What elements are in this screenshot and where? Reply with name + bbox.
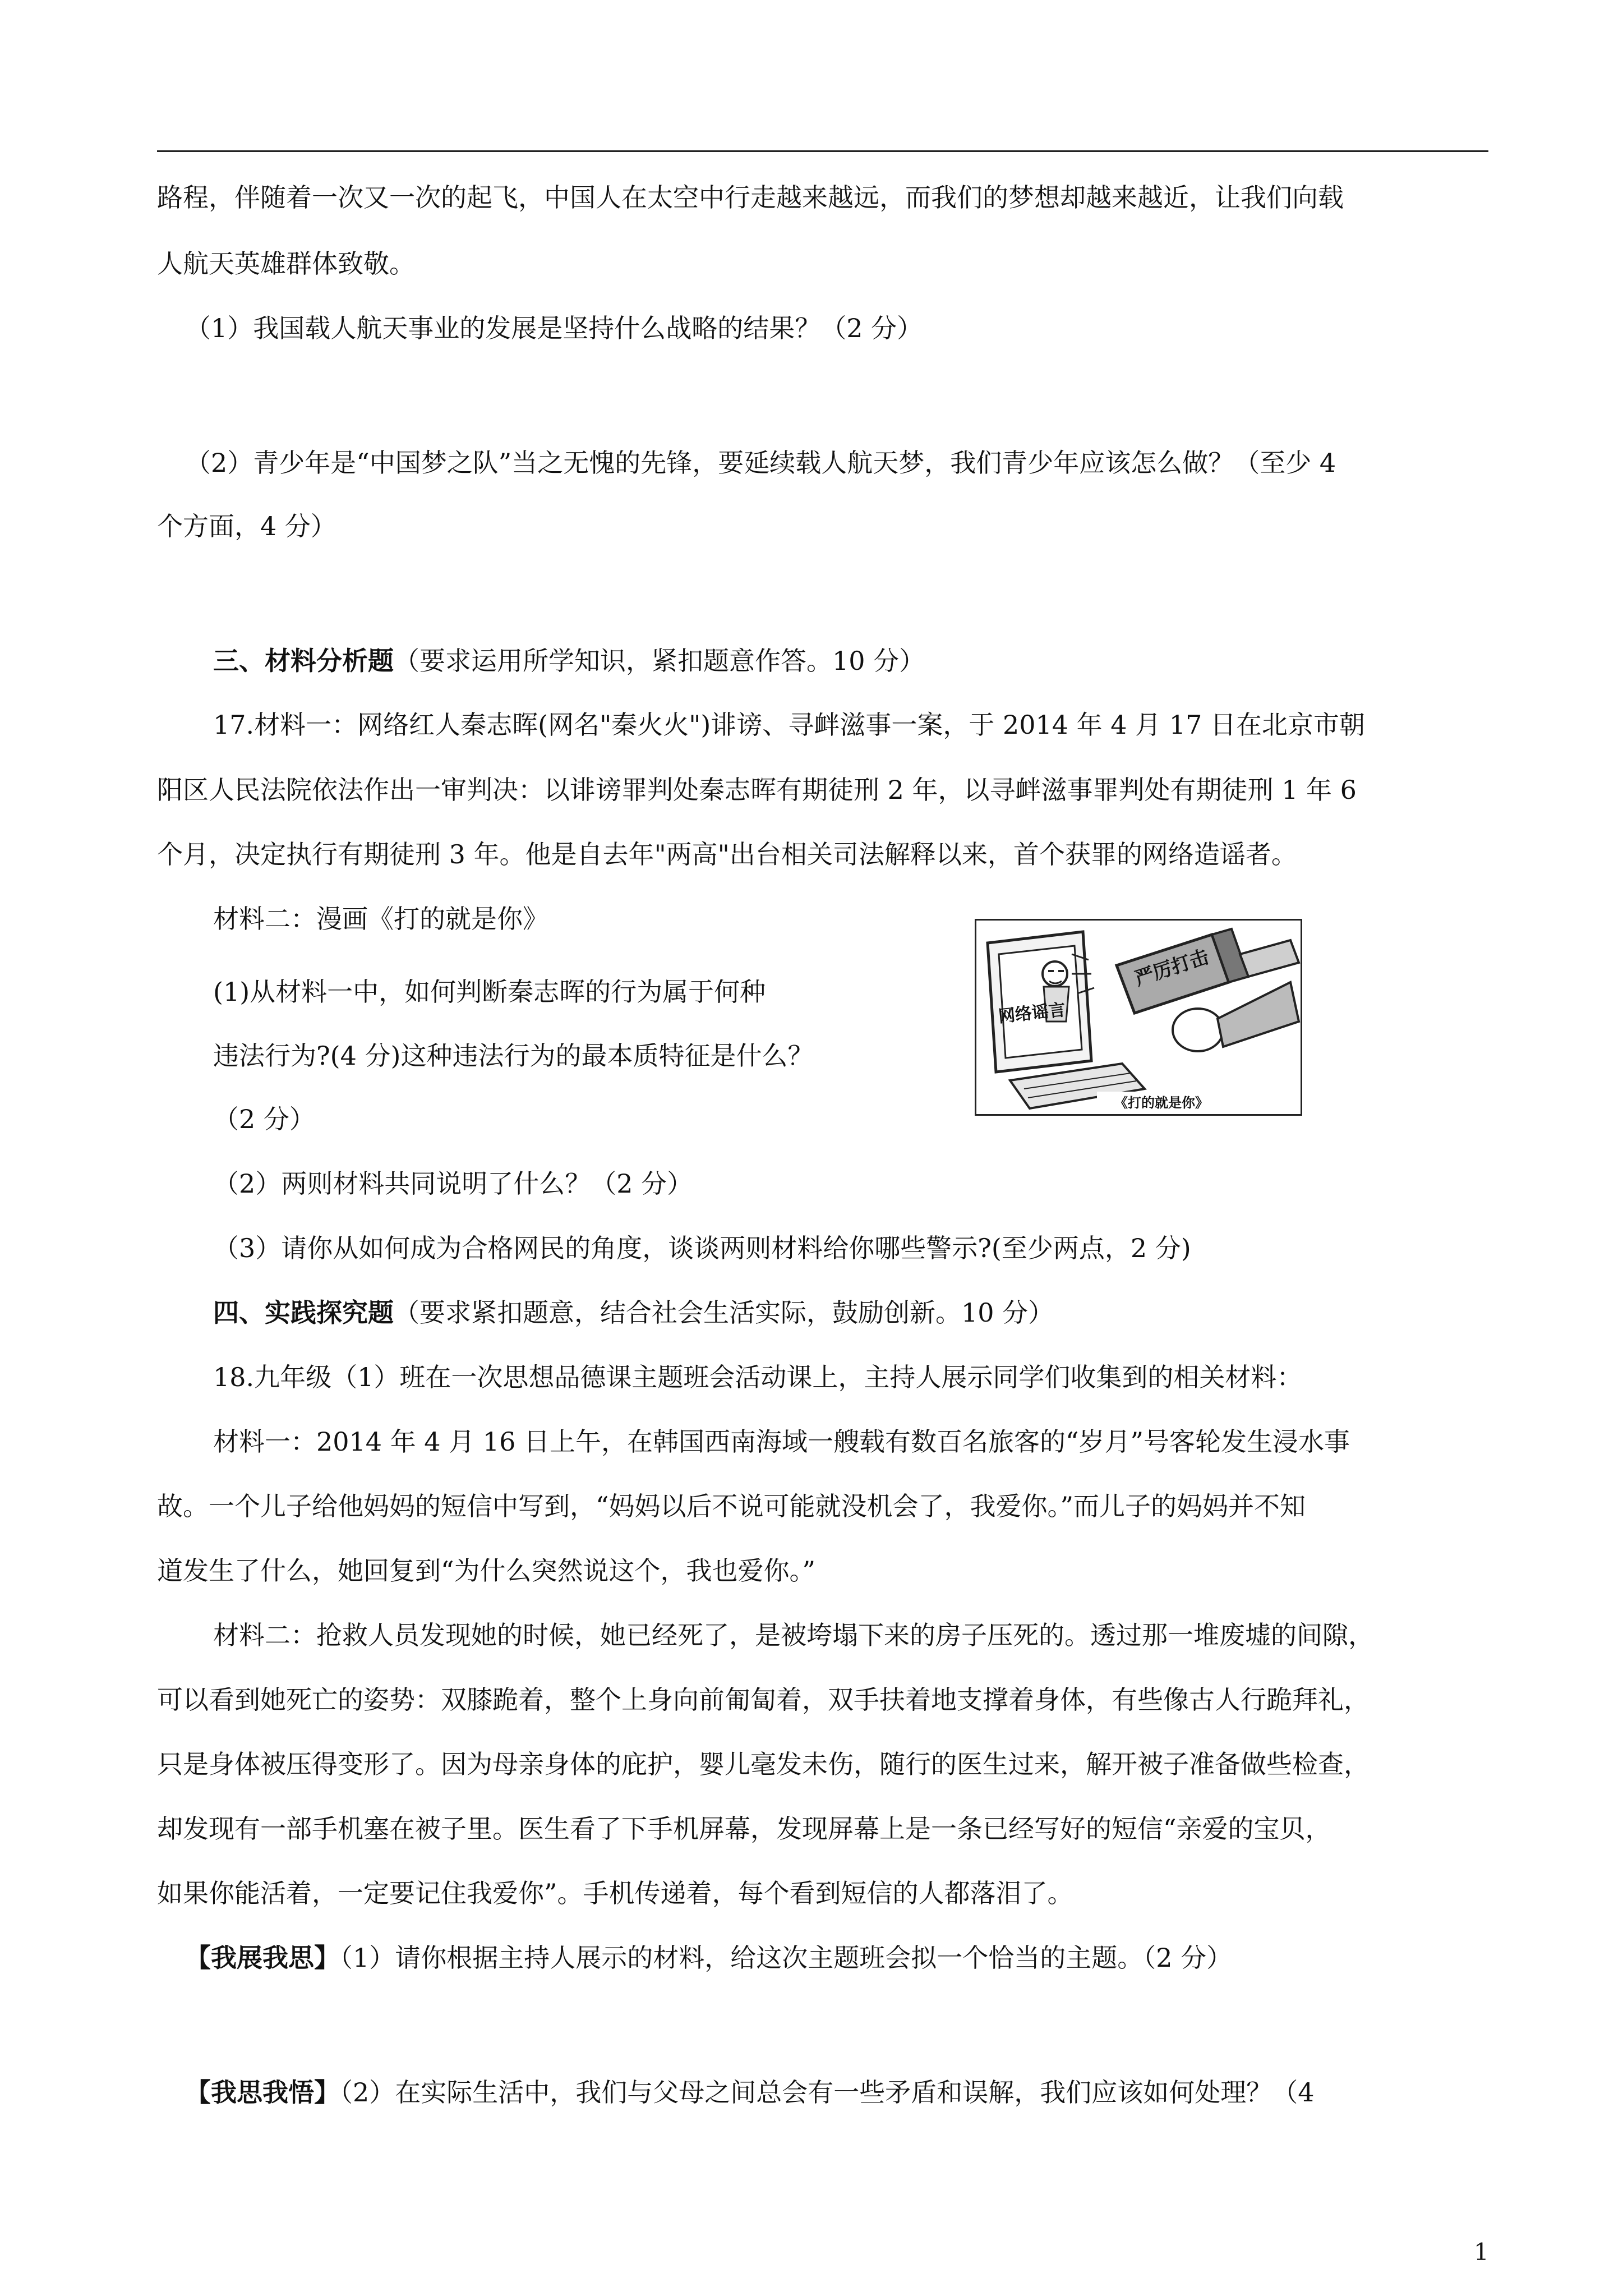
text-line: 故。一个儿子给他妈妈的短信中写到，“妈妈以后不说可能就没机会了，我爱你。”而儿子的妈妈并不知 (157, 1491, 1306, 1521)
text-line: 违法行为?(4 分)这种违法行为的最本质特征是什么？ (213, 1041, 814, 1071)
section-3-title: 三、材料分析题 (213, 646, 394, 676)
text-line: 如果你能活着，一定要记住我爱你”。手机传递着，每个看到短信的人都落泪了。 (157, 1878, 1073, 1908)
question-18-2 (185, 2076, 1315, 2109)
material-17-1: 17.材料一：网络红人秦志晖(网名"秦火火")诽谤、寻衅滋事一案，于 2014 年 4 月 17 日在北京市朝 (213, 710, 1365, 740)
prompt-label: 【我思我悟】 (185, 2077, 340, 2108)
section-4-title: 四、实践探究题 (213, 1297, 394, 1328)
header-rule (157, 150, 1488, 152)
section-3-heading (213, 644, 925, 678)
comic-hammer-label: 严厉打击 (1132, 945, 1212, 991)
section-4-note: （要求紧扣题意，结合社会生活实际，鼓励创新。10 分） (394, 1297, 1054, 1328)
question-17-3: （3）请你从如何成为合格网民的角度，谈谈两则材料给你哪些警示?(至少两点，2 分) (213, 1233, 1191, 1263)
comic-caption: 《打的就是你》 (1114, 1094, 1209, 1111)
material-18-1: 材料一：2014 年 4 月 16 日上午，在韩国西南海域一艘载有数百名旅客的“岁月”号客轮发生浸水事 (213, 1427, 1350, 1457)
text-line: 阳区人民法院依法作出一审判决：以诽谤罪判处秦志晖有期徒刑 2 年，以寻衅滋事罪判处有期徒刑 1 年 6 (157, 775, 1357, 805)
question-17-1: (1)从材料一中，如何判断秦志晖的行为属于何种 (213, 977, 766, 1007)
prompt-label: 【我展我思】 (185, 1943, 340, 1973)
text-line: 人航天英雄群体致敬。 (157, 249, 415, 279)
material-18-intro: 18.九年级（1）班在一次思想品德课主题班会活动课上，主持人展示同学们收集到的相关材料： (213, 1362, 1303, 1392)
question-16-1: （1）我国载人航天事业的发展是坚持什么战略的结果？（2 分） (185, 313, 923, 343)
text-line: 只是身体被压得变形了。因为母亲身体的庇护，婴儿毫发未伤，随行的医生过来，解开被子准备做些检查， (157, 1749, 1370, 1779)
text-line: 个月，决定执行有期徒刑 3 年。他是自去年"两高"出台相关司法解释以来，首个获罪的网络造谣者。 (157, 839, 1297, 869)
prompt-text: （1）请你根据主持人展示的材料，给这次主题班会拟一个恰当的主题。（2 分） (340, 1943, 1233, 1973)
question-17-2: （2）两则材料共同说明了什么？（2 分） (213, 1168, 693, 1199)
text-line: （2 分） (213, 1104, 315, 1134)
question-16-2: （2）青少年是“中国梦之队”当之无愧的先锋，要延续载人航天梦，我们青少年应该怎么做？（至少 4 (185, 448, 1336, 478)
text-line: 路程，伴随着一次又一次的起飞，中国人在太空中行走越来越远，而我们的梦想却越来越近，让我们向载 (157, 182, 1344, 213)
material-17-2: 材料二：漫画《打的就是你》 (213, 904, 548, 934)
page-number: 1 (1474, 2238, 1489, 2266)
text-line: 个方面，4 分） (157, 511, 336, 541)
comic-screen-label: 网络谣言 (997, 1000, 1067, 1027)
section-4-heading (213, 1296, 1054, 1329)
section-3-note: （要求运用所学知识，紧扣题意作答。10 分） (394, 646, 925, 676)
text-line: 道发生了什么，她回复到“为什么突然说这个，我也爱你。” (157, 1556, 816, 1586)
text-line: 可以看到她死亡的姿势：双膝跪着，整个上身向前匍匐着，双手扶着地支撑着身体，有些像古人行跪拜礼， (157, 1685, 1370, 1715)
prompt-text: （2）在实际生活中，我们与父母之间总会有一些矛盾和误解，我们应该如何处理？（4 (340, 2077, 1315, 2108)
comic-illustration (975, 919, 1302, 1116)
question-18-1 (185, 1941, 1232, 1975)
text-line: 却发现有一部手机塞在被子里。医生看了下手机屏幕，发现屏幕上是一条已经写好的短信“亲爱的宝贝， (157, 1814, 1331, 1844)
material-18-2: 材料二：抢救人员发现她的时候，她已经死了，是被垮塌下来的房子压死的。透过那一堆废墟的间隙， (213, 1620, 1374, 1650)
